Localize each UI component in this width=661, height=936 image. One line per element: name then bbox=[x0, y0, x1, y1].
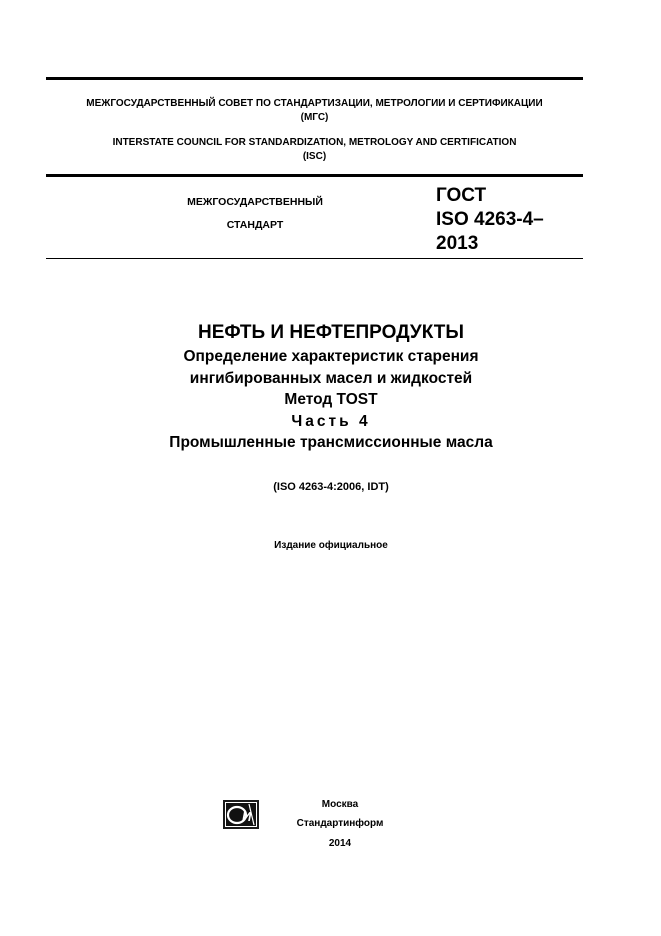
designation-line3: 2013 bbox=[436, 233, 479, 254]
title-part: Часть 4 bbox=[291, 412, 371, 430]
council-en-name: INTERSTATE COUNCIL FOR STANDARDIZATION, METROLOGY AND CERTIFICATION bbox=[112, 137, 517, 148]
iso-reference: (ISO 4263-4:2006, IDT) bbox=[273, 481, 389, 493]
council-ru-name: МЕЖГОСУДАРСТВЕННЫЙ СОВЕТ ПО СТАНДАРТИЗАЦИИ, МЕТРОЛОГИИ И СЕРТИФИКАЦИИ bbox=[86, 98, 543, 109]
imprint-city: Москва bbox=[321, 799, 359, 810]
title-part-name: Промышленные трансмиссионные масла bbox=[169, 434, 493, 451]
title-main: НЕФТЬ И НЕФТЕПРОДУКТЫ bbox=[198, 322, 464, 343]
middle-rule bbox=[46, 174, 583, 177]
bottom-rule bbox=[46, 258, 583, 259]
designation-line1: ГОСТ bbox=[436, 185, 487, 206]
council-en-abbr: (ISC) bbox=[302, 151, 327, 162]
standard-designation bbox=[436, 184, 544, 256]
title-sub-line2: ингибированных масел и жидкостей bbox=[189, 369, 473, 387]
designation-line2: ISO 4263-4– bbox=[436, 209, 544, 230]
imprint-year: 2014 bbox=[328, 838, 352, 849]
council-ru-abbr: (МГС) bbox=[300, 112, 329, 123]
standard-kind-line2: СТАНДАРТ bbox=[226, 219, 284, 231]
council-ru bbox=[46, 97, 583, 125]
standartinform-logo-icon bbox=[223, 800, 259, 829]
document-title bbox=[46, 320, 616, 454]
top-rule bbox=[46, 77, 583, 80]
standard-kind-line1: МЕЖГОСУДАРСТВЕННЫЙ bbox=[187, 196, 323, 208]
edition-label: Издание официальное bbox=[274, 540, 388, 551]
title-sub-line3: Метод TOST bbox=[284, 391, 378, 408]
svg-text:И: И bbox=[242, 809, 252, 824]
imprint-publisher: Стандартинформ bbox=[296, 818, 384, 829]
title-sub-line1: Определение характеристик старения bbox=[183, 348, 479, 365]
council-en bbox=[46, 136, 583, 164]
